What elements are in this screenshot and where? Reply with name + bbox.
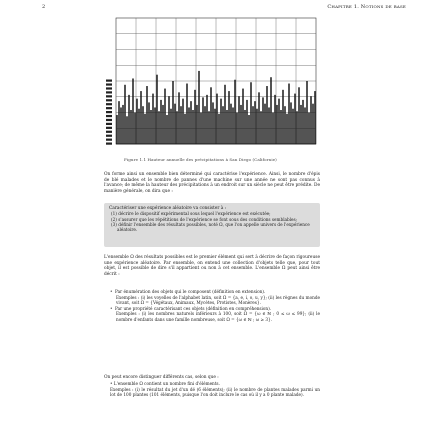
bar xyxy=(302,100,304,144)
bar xyxy=(196,105,198,144)
bar xyxy=(314,91,316,144)
bar xyxy=(244,110,246,144)
bar xyxy=(154,107,156,144)
bar xyxy=(264,104,266,144)
bar xyxy=(130,110,132,144)
bar xyxy=(182,99,184,144)
bar xyxy=(214,109,216,144)
y-axis-tick xyxy=(106,103,112,105)
bar xyxy=(262,97,264,144)
y-axis-tick xyxy=(106,87,112,89)
bar xyxy=(216,94,218,144)
bar xyxy=(242,89,244,144)
bar xyxy=(152,94,154,144)
precipitation-chart xyxy=(104,12,320,152)
bar xyxy=(190,101,192,144)
bar xyxy=(296,111,298,144)
bar xyxy=(292,109,294,144)
bar xyxy=(218,114,220,144)
cases-list xyxy=(110,381,320,398)
cases-paragraph: On peut encore distinguer différents cas, selon que : xyxy=(104,375,219,380)
bar xyxy=(236,113,238,145)
bar xyxy=(222,106,224,144)
bar xyxy=(186,84,188,144)
bar xyxy=(168,96,170,144)
bar xyxy=(126,116,128,144)
bar xyxy=(180,106,182,144)
bar xyxy=(252,106,254,144)
figure-caption: Figure 1.1 Hauteur annuelle des précipitations à San Diego (Californie) xyxy=(124,157,277,162)
bar xyxy=(146,86,148,144)
bar xyxy=(250,82,252,144)
bar xyxy=(144,114,146,144)
y-axis-tick xyxy=(106,119,112,121)
y-axis-tick xyxy=(106,107,112,109)
bar xyxy=(134,113,136,145)
bar xyxy=(206,95,208,144)
bar xyxy=(148,102,150,144)
y-axis-tick xyxy=(106,80,112,82)
bar xyxy=(184,114,186,144)
bar xyxy=(234,80,236,144)
y-axis-tick xyxy=(106,135,112,137)
bar xyxy=(258,92,260,144)
bar xyxy=(210,87,212,144)
bar xyxy=(240,105,242,144)
bar xyxy=(298,87,300,144)
y-axis-tick xyxy=(106,83,112,85)
bar xyxy=(204,106,206,144)
bar xyxy=(164,89,166,144)
bar xyxy=(312,104,314,144)
y-axis-tick xyxy=(106,131,112,133)
description-list xyxy=(110,289,320,322)
bar xyxy=(202,97,204,144)
bar xyxy=(278,99,280,144)
definition-box xyxy=(104,203,320,247)
bar xyxy=(158,111,160,144)
bar xyxy=(198,71,200,144)
bar xyxy=(124,85,126,144)
bar xyxy=(266,86,268,144)
intro-paragraph: On forme ainsi un ensemble bien déterminé qui caractérise l'expérience. Ainsi, le nombre d'épis de blé malades et le nombre de pannes d'une machine sur une année ne sont pas connus à l'avance; de même la hauteur des précipitations à un endroit sur un siècle ne peut être prédite. De manière générale, on dira que : xyxy=(104,172,320,194)
bar xyxy=(284,106,286,144)
bar xyxy=(156,75,158,144)
bar xyxy=(226,110,228,144)
bar xyxy=(166,115,168,144)
universe-paragraph: L'ensemble Ω des résultats possibles est le premier élément qui sert à décrire de façon rigoureuse une expérience aléatoire. Par ensemble, on entend une collection d'objets telle que, pour tout objet, il est possible de dire s'il appartient ou non à cet ensemble. L'ensemble Ω peut ainsi être décrit : xyxy=(104,255,320,277)
bar xyxy=(116,115,118,144)
bar xyxy=(272,113,274,145)
list-item: • L'ensemble Ω contient un nombre fini d'éléments. xyxy=(110,381,220,386)
bar xyxy=(178,92,180,144)
y-axis-tick xyxy=(106,123,112,125)
bar xyxy=(172,81,174,144)
bar xyxy=(290,102,292,144)
list-item: Exemples : (i) le résultat du jet d'un dé (6 éléments); (ii) le nombre de plantes malades parmi un lot de 100 plantes (101 éléments, puisque l'on doit inclure le cas où il y a 0 plante malade). xyxy=(110,386,320,397)
bar xyxy=(276,105,278,144)
bar xyxy=(160,100,162,144)
bar xyxy=(286,114,288,144)
y-axis-tick xyxy=(106,95,112,97)
precipitation-figure xyxy=(104,12,320,152)
box-item: (1) décrire le dispositif expérimental sous lequel l'expérience est exécutée; xyxy=(111,211,271,217)
bar xyxy=(230,104,232,144)
bar xyxy=(224,85,226,144)
bar xyxy=(288,84,290,144)
bar xyxy=(174,104,176,144)
list-item: Exemples : (i) les voyelles de l'alphabet latin, soit Ω = {a, e, i, o, u, y}; (ii) les règnes du monde vivant, soit Ω = {Végétaux, Animaux, Mycètes, Protistes, Monères}. xyxy=(116,294,320,305)
bar xyxy=(170,109,172,144)
box-item: (3) définir l'ensemble des résultats possibles, noté Ω, que l'on appelle univers de l'expérience aléatoire. xyxy=(111,221,310,233)
bar xyxy=(220,99,222,144)
bar xyxy=(188,107,190,144)
y-axis-tick xyxy=(106,143,112,145)
bar xyxy=(228,91,230,144)
bar xyxy=(200,113,202,145)
y-axis-tick xyxy=(106,115,112,117)
bar xyxy=(238,96,240,144)
y-axis-tick xyxy=(106,127,112,129)
page-number: 2 xyxy=(42,4,46,10)
bar xyxy=(128,95,130,144)
bar xyxy=(308,113,310,145)
bar xyxy=(120,107,122,144)
bar xyxy=(208,111,210,144)
bar xyxy=(176,111,178,144)
chapter-title: Chapitre 1. Notions de base xyxy=(327,4,406,10)
bar xyxy=(118,101,120,144)
bar xyxy=(246,100,248,144)
bar xyxy=(300,105,302,144)
y-axis-tick xyxy=(106,111,112,113)
bar xyxy=(136,99,138,144)
bar xyxy=(274,95,276,144)
bar xyxy=(268,107,270,144)
box-list xyxy=(109,211,315,232)
box-lead: Caractériser une expérience aléatoire va consister à : xyxy=(109,206,227,211)
bar xyxy=(132,78,134,144)
y-axis-tick xyxy=(106,91,112,93)
bar xyxy=(248,115,250,144)
bar xyxy=(306,81,308,144)
bar xyxy=(254,101,256,144)
y-axis-tick xyxy=(106,139,112,141)
y-axis-tick xyxy=(106,99,112,101)
box-item: (2) s'assurer que les répétitions de l'expérience se font sous des conditions semblables; xyxy=(111,216,298,222)
bar xyxy=(192,110,194,144)
bar xyxy=(142,106,144,144)
bar xyxy=(194,90,196,144)
bar xyxy=(294,94,296,144)
bar xyxy=(270,77,272,144)
bar xyxy=(256,109,258,144)
bar xyxy=(140,91,142,144)
list-item: • Par une propriété caractérisant ces objets (définition en compréhension). xyxy=(110,305,272,311)
bar xyxy=(280,110,282,144)
bar xyxy=(304,107,306,144)
bar xyxy=(282,90,284,144)
list-item: • Par énumération des objets qui le composent (définition en extension). xyxy=(110,289,266,294)
bar xyxy=(212,102,214,144)
bar xyxy=(260,111,262,144)
bar xyxy=(310,96,312,144)
bar xyxy=(232,107,234,144)
bar xyxy=(122,105,124,144)
bar xyxy=(150,110,152,144)
list-item: Exemples : (i) les nombres naturels inférieurs à 100, soit Ω = {ω ∈ ℕ ; 0 ≤ ω ≤ 99}; (ii) le nombre d'enfants dans une famille nombreuse, soit Ω = {ω ∈ ℕ ; ω ≥ 3}. xyxy=(116,311,320,322)
bar xyxy=(138,109,140,144)
bar xyxy=(162,105,164,144)
